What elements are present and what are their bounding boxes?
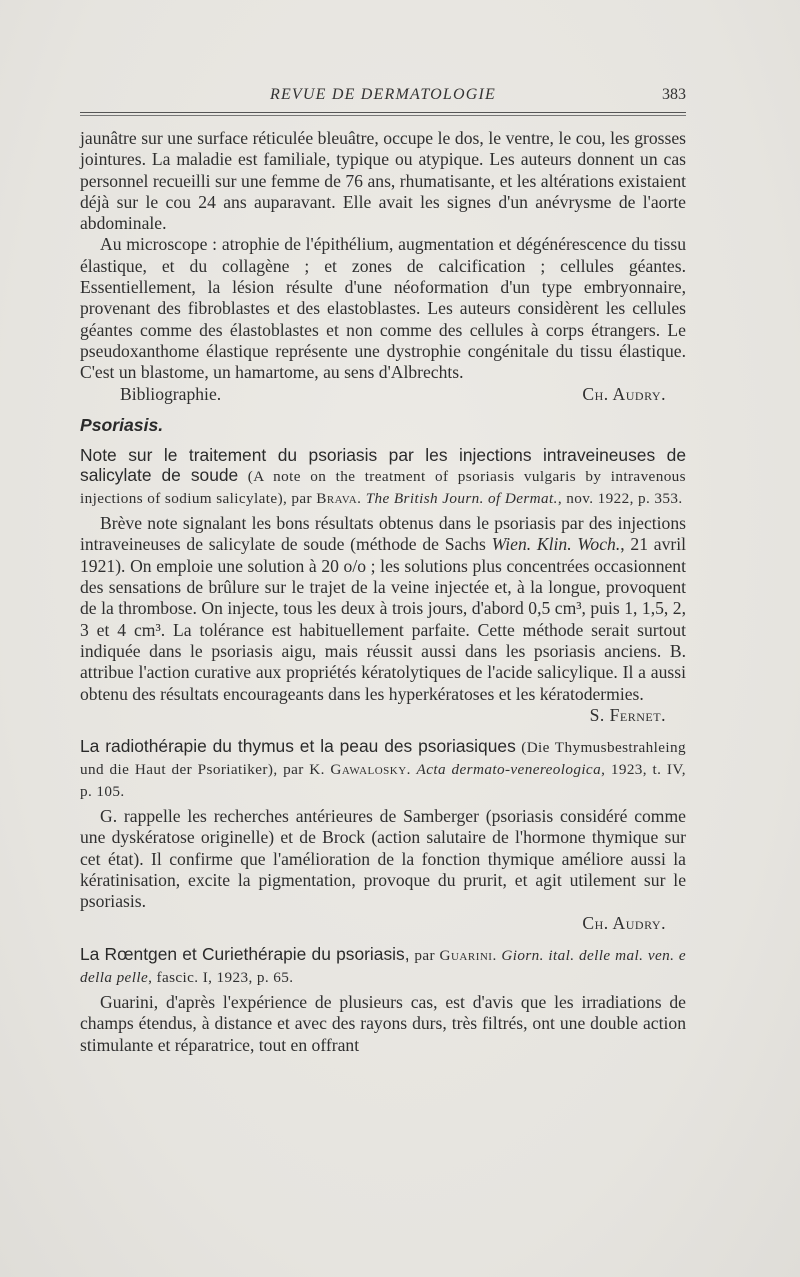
reference-author: Guarini.: [439, 946, 497, 964]
running-title: REVUE DE DERMATOLOGIE: [269, 86, 497, 103]
reference-details: , nov. 1922, p. 353.: [557, 490, 683, 508]
article-heading: [80, 944, 686, 988]
reference-author: Gawalosky.: [330, 761, 411, 779]
section-title: Psoriasis.: [80, 414, 164, 435]
article-title: Note sur le traitement du psoriasis par les injections intraveineuses de salicylate de soude: [80, 445, 686, 486]
page-body: [80, 128, 686, 1056]
article-reference: (A note on the treatment of psoriasis vulgaris by intravenous injections of sodium salicylate), par Brava. The British Journ. of Dermat., nov. 1922, p. 353.: [80, 468, 686, 508]
article-heading: [80, 445, 686, 509]
intro-signature-line: [80, 384, 686, 405]
cited-journal: Wien. Klin. Woch.: [491, 534, 621, 555]
article-reference: par Guarini. Giorn. ital. delle mal. ven. e della pelle, fascic. I, 1923, p. 65.: [80, 946, 687, 986]
reference-author: Brava.: [316, 490, 362, 508]
article-body: Guarini, d'après l'expérience de plusieurs cas, est d'avis que les irradiations de champs étendus, à distance et avec des rayons durs, très filtrés, ont une double action stimulante et réparatrice, tout en offrant: [80, 991, 686, 1055]
intro-paragraph-1: jaunâtre sur une surface réticulée bleuâtre, occupe le dos, le ventre, le cou, les grosses jointures. La maladie est familiale, typique ou atypique. Les auteurs donnent un cas personnel recueilli sur une femme de 76 ans, rhumatisante, et les altérations existaient déjà sur le cou 24 ans auparavant. Elle avait les signes d'un anévrysme de l'aorte abdominale.: [80, 128, 686, 234]
article-title: La Rœntgen et Curiethérapie du psoriasis,: [80, 943, 410, 964]
article-body: Brève note signalant les bons résultats obtenus dans le psoriasis par des injections intraveineuses de salicylate de soude (méthode de Sachs Wien. Klin. Woch., 21 avril 1921). On emploie une solution à 20 o/o ; les solutions plus concentrées occasionnent des sensations de brûlure sur le trajet de la veine injectée et, à la longue, provoquent de la thrombose. On injecte, tous les deux à trois jours, d'abord 0,5 cm³, puis 1, 1,5, 2, 3 et 4 cm³. La tolérance est habituellement parfaite. Cette méthode serait surtout indiquée dans le psoriasis aigu, mais réussit aussi dans les psoriasis anciens. B. attribue l'action curative aux propriétés kératolytiques de l'acide salicylique. Il a aussi obtenu des résultats encourageants dans les hyperkératoses et les kératodermies.: [80, 513, 687, 704]
article-signature-line: [80, 705, 686, 726]
intro-paragraph-2: Au microscope : atrophie de l'épithélium, augmentation et dégénérescence du tissu élastique, et du collagène ; et zones de calcification ; cellules géantes. Essentiellement, la lésion résulte d'une néoformation d'un type embryonnaire, provenant des fibroblastes et des elastoblastes. Les auteurs considèrent les cellules géantes comme des élastoblastes et non comme des cellules à corps étrangers. Le pseudoxanthome élastique représente une dystrophie congénitale du tissu élastique. C'est un blastome, un hamartome, au sens d'Albrechts.: [80, 234, 686, 383]
reference-details: , fascic. I, 1923, p. 65.: [148, 968, 294, 986]
article-signature-line: [80, 913, 686, 934]
bibliography-label: Bibliographie.: [120, 383, 222, 404]
reference-journal: Acta dermato-venereologica: [416, 761, 602, 779]
author-signature: Ch. Audry.: [582, 383, 666, 404]
article-reference: (Die Thymusbestrahleing und die Haut der Psoriatiker), par K. Gawalosky. Acta dermato-venereologica, 1923, t. IV, p. 105.: [80, 739, 687, 801]
article-title: La radiothérapie du thymus et la peau des psoriasiques: [80, 736, 516, 757]
reference-journal: Giorn. ital. delle mal. ven. e della pelle: [80, 946, 687, 986]
page-number: 383: [662, 86, 686, 103]
page-header: [80, 82, 686, 112]
article-body: G. rappelle les recherches antérieures de Samberger (psoriasis considéré comme une dyskératose originelle) et de Brock (action salutaire de l'hormone thymique sur cet état). Il confirme que l'amélioration de la fonction thymique améliore aussi la kératinisation, excite la pigmentation, provoque du prurit, et agit utilement sur le psoriasis.: [80, 806, 686, 912]
author-signature: Ch. Audry.: [582, 912, 666, 933]
header-rule: [80, 112, 686, 116]
article-heading: [80, 736, 686, 802]
reference-details: , 1923, t. IV, p. 105.: [80, 761, 686, 801]
author-signature: S. Fernet.: [589, 704, 666, 725]
reference-journal: The British Journ. of Dermat.: [365, 490, 558, 508]
